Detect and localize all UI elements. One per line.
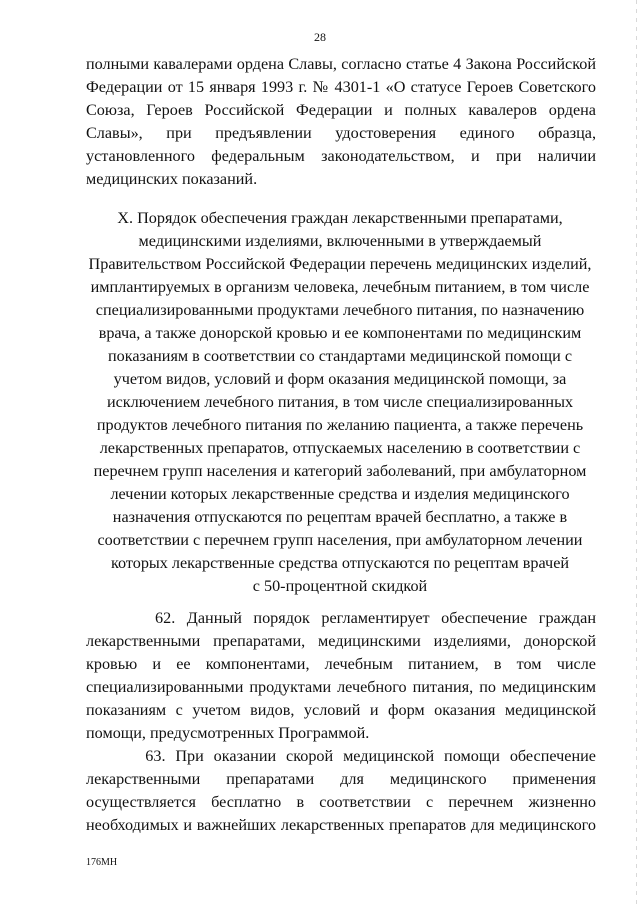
text-line: необходимых и важнейших лекарственных препаратов для медицинского (86, 816, 596, 834)
heading-line: перечнем групп населения и категорий заболеваний, при амбулаторном (93, 462, 587, 480)
text-line: 63. При оказании скорой медицинской помощи обеспечение (86, 747, 596, 765)
text-line: помощи, предусмотренных Программой. (86, 724, 370, 742)
heading-line: X. Порядок обеспечения граждан лекарственными препаратами, (117, 209, 563, 227)
heading-line: которых лекарственные средства отпускаются по рецептам врачей (110, 554, 570, 572)
text-line: показаниям с учетом видов, условий и форм оказания медицинской (86, 701, 596, 719)
heading-line: учетом видов, условий и форм оказания медицинской помощи, за (113, 370, 567, 388)
text-line: полными кавалерами ордена Славы, согласно статье 4 Закона Российской (86, 55, 596, 73)
section-heading (70, 207, 610, 598)
text-line: 62. Данный порядок регламентирует обеспечение граждан (86, 609, 596, 627)
text-line: кровью и ее компонентами, лечебным питанием, в том числе (86, 655, 596, 673)
heading-line: исключением лечебного питания, в том числе специализированных (106, 393, 574, 411)
text-line: Союза, Героев Российской Федерации и полных кавалеров ордена (86, 101, 596, 119)
text-line: Славы», при предъявлении удостоверения единого образца, (86, 124, 596, 142)
heading-line: медицинскими изделиями, включенными в утверждаемый (138, 232, 542, 250)
heading-line: назначения отпускаются по рецептам врачей бесплатно, а также в (112, 508, 568, 526)
paragraph-63 (86, 745, 596, 837)
page-number: 28 (314, 30, 326, 44)
text-line: Федерации от 15 января 1993 г. № 4301-1 «О статусе Героев Советского (86, 78, 596, 96)
heading-line: Правительством Российской Федерации перечень медицинских изделий, (88, 255, 592, 273)
document-code: 176МН (86, 857, 118, 868)
heading-line: соответствии с перечнем групп населения, при амбулаторном лечении (97, 531, 583, 549)
heading-line: показаниям в соответствии со стандартами медицинской помощи с (107, 347, 573, 365)
text-line: лекарственными препаратами, медицинскими изделиями, донорской (86, 632, 596, 650)
heading-line: с 50-процентной скидкой (252, 577, 428, 595)
scan-edge (636, 0, 637, 905)
heading-line: врача, а также донорской кровью и ее компонентами по медицинским (98, 324, 582, 342)
text-line: медицинских показаний. (86, 170, 258, 188)
text-line: лекарственными препаратами для медицинского применения (86, 770, 596, 788)
text-line: установленного федеральным законодательством, и при наличии (86, 147, 596, 165)
paragraph-62 (86, 607, 596, 745)
heading-line: лекарственных препаратов, отпускаемых населению в соответствии с (99, 439, 581, 457)
heading-line: специализированными продуктами лечебного питания, по назначению (95, 301, 585, 319)
paragraph-continuation (86, 53, 596, 191)
heading-line: продуктов лечебного питания по желанию пациента, а также перечень (96, 416, 584, 434)
heading-line: имплантируемых в организм человека, лечебным питанием, в том числе (90, 278, 590, 296)
heading-line: лечении которых лекарственные средства и изделия медицинского (110, 485, 570, 503)
text-line: осуществляется бесплатно в соответствии с перечнем жизненно (86, 793, 596, 811)
text-line: специализированными продуктами лечебного питания, по медицинским (86, 678, 596, 696)
